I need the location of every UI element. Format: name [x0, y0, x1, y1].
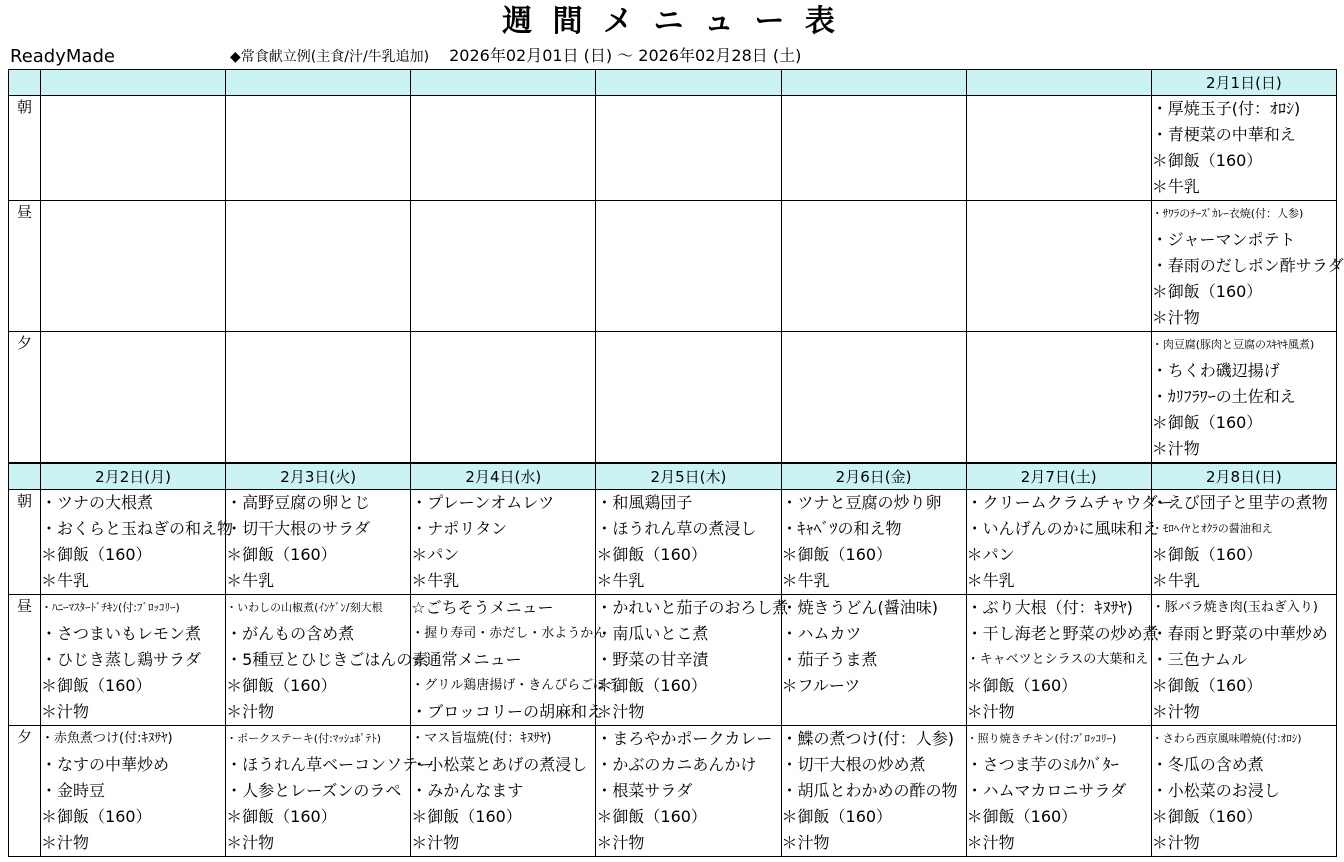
menu-item: ・焼きうどん(醤油味)	[781, 598, 939, 617]
menu-cell	[226, 96, 411, 201]
menu-cell	[41, 595, 226, 726]
menu-item: ・ハムマカロニサラダ	[966, 781, 1127, 800]
menu-item: ＊御飯（160）	[226, 676, 337, 695]
menu-cell	[1151, 201, 1344, 332]
menu-item: ・ナポリタン	[411, 519, 508, 538]
menu-cell	[966, 201, 1151, 332]
menu-cell	[41, 726, 226, 857]
menu-item: ・いわしの山椒煮(ｲﾝｹﾞﾝ/刻大根	[226, 601, 383, 614]
day-header: 2月3日(火)	[226, 463, 411, 490]
meal-slot-label: 朝	[9, 96, 41, 201]
menu-item: ＊御飯（160）	[966, 807, 1078, 826]
menu-cell	[41, 332, 226, 464]
menu-item: ＊汁物	[596, 702, 645, 721]
meal-row	[9, 201, 1337, 332]
menu-item: ・春雨のだしポン酢サラダ	[1151, 256, 1344, 275]
day-header: 2月5日(木)	[596, 463, 781, 490]
menu-item: ・干し海老と野菜の炒め煮	[966, 624, 1159, 643]
menu-item: ・鰈の煮つけ(付：人参)	[781, 729, 955, 748]
day-header: 2月8日(日)	[1151, 463, 1336, 490]
menu-item: ・三色ナムル	[1151, 650, 1247, 669]
menu-item: ＊汁物	[1151, 702, 1200, 721]
menu-item: ・ほうれん草の煮浸し	[596, 519, 757, 538]
menu-item: ・なすの中華炒め	[41, 755, 170, 774]
menu-item: ・赤魚煮つけ(付:ｷﾇｻﾔ)	[41, 731, 173, 746]
menu-item: ・照り焼きチキン(付:ﾌﾞﾛｯｺﾘｰ)	[966, 732, 1117, 745]
menu-item: ☆通常メニュー	[411, 650, 522, 669]
menu-item: ・茄子うま煮	[781, 650, 878, 669]
menu-item: ・根菜サラダ	[596, 781, 693, 800]
menu-cell	[411, 726, 596, 857]
menu-item: ＊御飯（160）	[596, 545, 707, 564]
menu-cell	[411, 595, 620, 726]
menu-item: ・握り寿司・赤だし・水ようかん	[411, 626, 607, 641]
menu-subtitle	[230, 46, 801, 67]
menu-item: ・ｷｬﾍﾞﾂの和え物	[781, 519, 902, 538]
menu-cell	[781, 490, 966, 595]
meal-slot-label: 朝	[9, 490, 41, 595]
menu-item: ＊汁物	[596, 833, 645, 852]
menu-cell	[226, 726, 435, 857]
page-title: 週 間 メ ニ ュ ー 表	[502, 4, 840, 39]
menu-cell	[781, 595, 966, 726]
meal-slot-label: 夕	[9, 332, 41, 464]
meal-row	[9, 96, 1337, 201]
menu-item: ・厚焼玉子(付：ｵﾛｼ)	[1151, 99, 1301, 118]
day-header-row	[9, 70, 1337, 96]
menu-item: ＊御飯（160）	[226, 545, 337, 564]
menu-item: ・ﾓﾛﾍｲﾔとｵｸﾗの醤油和え	[1151, 522, 1273, 535]
menu-item: ＊御飯（160）	[1151, 676, 1263, 695]
meal-slot-label: 夕	[9, 726, 41, 857]
menu-item: ＊汁物	[966, 702, 1015, 721]
menu-item: ・ﾊﾆｰﾏｽﾀｰﾄﾞﾁｷﾝ(付:ﾌﾞﾛｯｺﾘｰ)	[41, 601, 180, 614]
menu-cell	[966, 726, 1151, 857]
menu-cell	[781, 332, 966, 464]
menu-item: ＊汁物	[226, 702, 275, 721]
menu-item: ・プレーンオムレツ	[411, 493, 555, 512]
menu-item: ・マス旨塩焼(付：ｷﾇｻﾔ)	[411, 731, 552, 746]
day-header	[226, 70, 411, 96]
menu-item: ・さわら西京風味噌焼(付:ｵﾛｼ)	[1151, 732, 1302, 745]
menu-cell	[596, 332, 781, 464]
menu-item: ・ポークステーキ(付:ﾏｯｼｭﾎﾟﾃﾄ)	[226, 732, 382, 745]
menu-item: ・高野豆腐の卵とじ	[226, 493, 371, 512]
day-header	[781, 70, 966, 96]
menu-item: ＊汁物	[781, 833, 830, 852]
menu-item: ・ｶﾘﾌﾗﾜｰの土佐和え	[1151, 387, 1296, 406]
meal-slot-label: 昼	[9, 201, 41, 332]
day-header	[966, 70, 1151, 96]
menu-item: ・さつま芋のﾐﾙｸﾊﾞﾀｰ	[966, 755, 1119, 774]
menu-item: ・かれいと茄子のおろし煮	[596, 598, 789, 617]
day-header	[41, 70, 226, 96]
menu-item: ＊牛乳	[1151, 571, 1200, 590]
menu-item: ＊御飯（160）	[411, 807, 522, 826]
menu-item: ・かぶのカニあんかけ	[596, 755, 757, 774]
menu-item: ・おくらと玉ねぎの和え物	[41, 519, 234, 538]
menu-item: ＊御飯（160）	[1151, 807, 1263, 826]
menu-item: ＊御飯（160）	[596, 676, 707, 695]
menu-cell	[226, 201, 411, 332]
menu-item: ＊牛乳	[781, 571, 830, 590]
menu-item: ＊汁物	[41, 702, 90, 721]
menu-item: ＊御飯（160）	[41, 545, 152, 564]
meal-row	[9, 490, 1337, 595]
menu-item: ・さつまいもレモン煮	[41, 624, 202, 643]
menu-cell	[966, 490, 1174, 595]
menu-item: ＊牛乳	[596, 571, 645, 590]
menu-item: ＊御飯（160）	[1151, 413, 1263, 432]
menu-item: ＊汁物	[41, 833, 90, 852]
menu-item: ・切干大根の炒め煮	[781, 755, 926, 774]
menu-item: ・和風鶏団子	[596, 493, 693, 512]
menu-cell	[226, 490, 411, 595]
menu-item: ＊御飯（160）	[1151, 282, 1263, 301]
menu-item: ・5種豆とひじきごはんの素	[226, 650, 429, 669]
meal-slot-label: 昼	[9, 595, 41, 726]
menu-item: ☆ごちそうメニュー	[411, 598, 554, 617]
menu-item: ・ほうれん草ベーコンソテー	[226, 755, 435, 774]
menu-item: ＊御飯（160）	[596, 807, 707, 826]
menu-item: ＊汁物	[411, 833, 460, 852]
menu-cell	[411, 201, 596, 332]
menu-item: ・ツナの大根煮	[41, 493, 154, 512]
corner-cell	[9, 463, 41, 490]
menu-item: ・小松菜のお浸し	[1151, 781, 1280, 800]
menu-cell	[41, 201, 226, 332]
meal-row	[9, 726, 1337, 857]
menu-item: ＊御飯（160）	[41, 807, 152, 826]
menu-item: ・小松菜とあげの煮浸し	[411, 755, 588, 774]
menu-item: ・人参とレーズンのラペ	[226, 781, 402, 800]
menu-cell	[226, 332, 411, 464]
menu-cell	[781, 96, 966, 201]
menu-item: ・いんげんのかに風味和え	[966, 519, 1159, 538]
menu-cell	[966, 595, 1159, 726]
menu-item: ＊御飯（160）	[226, 807, 337, 826]
menu-cell	[781, 201, 966, 332]
menu-item: ＊牛乳	[1151, 177, 1200, 196]
menu-cell	[226, 595, 429, 726]
day-header	[596, 70, 781, 96]
menu-cell	[41, 490, 234, 595]
menu-item: ＊御飯（160）	[1151, 545, 1263, 564]
menu-item: ＊牛乳	[411, 571, 460, 590]
day-header: 2月2日(月)	[41, 463, 226, 490]
weekly-menu-table	[8, 69, 1344, 857]
menu-cell	[411, 490, 596, 595]
meal-row	[9, 595, 1337, 726]
menu-item: ・キャベツとシラスの大葉和え	[966, 652, 1149, 667]
menu-item: ・まろやかポークカレー	[596, 729, 773, 748]
day-header: 2月6日(金)	[781, 463, 966, 490]
menu-item: ・冬瓜の含め煮	[1151, 755, 1264, 774]
menu-cell	[596, 726, 781, 857]
menu-item: ＊パン	[411, 545, 460, 564]
menu-item: ・ツナと豆腐の炒り卵	[781, 493, 942, 512]
menu-item: ・がんもの含め煮	[226, 624, 355, 643]
menu-cell	[411, 96, 596, 201]
menu-item: ＊汁物	[966, 833, 1015, 852]
day-header: 2月1日(日)	[1151, 70, 1336, 96]
menu-item: ・胡瓜とわかめの酢の物	[781, 781, 958, 800]
menu-item: ＊牛乳	[966, 571, 1015, 590]
menu-cell	[1151, 595, 1336, 726]
menu-cell	[596, 490, 781, 595]
menu-item: ・ブロッコリーの胡麻和え	[411, 702, 603, 721]
menu-item: ・ジャーマンポテト	[1151, 230, 1296, 249]
menu-item: ＊汁物	[1151, 439, 1200, 458]
menu-cell	[781, 726, 966, 857]
day-header	[411, 70, 596, 96]
menu-cell	[966, 96, 1151, 201]
menu-item: ・野菜の甘辛漬	[596, 650, 709, 669]
menu-item: ・えび団子と里芋の煮物	[1151, 493, 1328, 512]
menu-cell	[1151, 332, 1336, 464]
menu-item: ＊御飯（160）	[781, 545, 893, 564]
menu-item: ・グリル鶏唐揚げ・きんぴらごぼう	[411, 678, 620, 693]
menu-item: ＊フルーツ	[781, 676, 861, 695]
menu-cell	[411, 332, 596, 464]
day-header-row	[9, 463, 1337, 490]
menu-item: ＊牛乳	[41, 571, 90, 590]
menu-item: ・ちくわ磯辺揚げ	[1151, 361, 1280, 380]
menu-type-label: ◆常食献立例(主食/汁/牛乳追加)	[230, 49, 430, 65]
meal-row	[9, 332, 1337, 464]
menu-item: ＊御飯（160）	[1151, 151, 1263, 170]
menu-item: ・ぶり大根（付：ｷﾇｻﾔ)	[966, 598, 1133, 617]
menu-item: ・豚バラ焼き肉(玉ねぎ入り)	[1151, 600, 1318, 615]
menu-item: ・ひじき蒸し鶏サラダ	[41, 650, 201, 669]
menu-item: ・ハムカツ	[781, 624, 862, 643]
menu-cell	[41, 96, 226, 201]
menu-item: ・青梗菜の中華和え	[1151, 125, 1296, 144]
menu-item: ＊パン	[966, 545, 1015, 564]
menu-item: ・クリームクラムチャウダー	[966, 493, 1174, 512]
menu-item: ・肉豆腐(豚肉と豆腐のｽｷﾔｷ風煮)	[1151, 338, 1315, 351]
menu-item: ・南瓜いとこ煮	[596, 624, 709, 643]
menu-item: ・金時豆	[41, 781, 106, 800]
menu-cell	[596, 201, 781, 332]
menu-cell	[1151, 726, 1336, 857]
menu-cell	[596, 595, 789, 726]
date-range: 2026年02月01日 (日) ～ 2026年02月28日 (土)	[449, 46, 802, 65]
day-header: 2月4日(水)	[411, 463, 596, 490]
menu-cell	[966, 332, 1151, 464]
menu-cell	[1151, 490, 1336, 595]
menu-item: ・みかんなます	[411, 781, 524, 800]
menu-cell	[596, 96, 781, 201]
menu-item: ＊御飯（160）	[966, 676, 1078, 695]
menu-item: ・ｻﾜﾗのﾁｰｽﾞｶﾚｰ衣焼(付：人参)	[1151, 207, 1304, 220]
menu-item: ＊御飯（160）	[781, 807, 893, 826]
day-header: 2月7日(土)	[966, 463, 1151, 490]
menu-cell	[1151, 96, 1336, 201]
menu-item: ＊御飯（160）	[41, 676, 152, 695]
menu-item: ＊汁物	[1151, 308, 1200, 327]
menu-item: ＊汁物	[1151, 833, 1200, 852]
menu-item: ・春雨と野菜の中華炒め	[1151, 624, 1328, 643]
menu-item: ＊汁物	[226, 833, 275, 852]
brand-name: ReadyMade	[10, 46, 115, 67]
menu-item: ＊牛乳	[226, 571, 275, 590]
corner-cell	[9, 70, 41, 96]
menu-item: ・切干大根のサラダ	[226, 519, 370, 538]
